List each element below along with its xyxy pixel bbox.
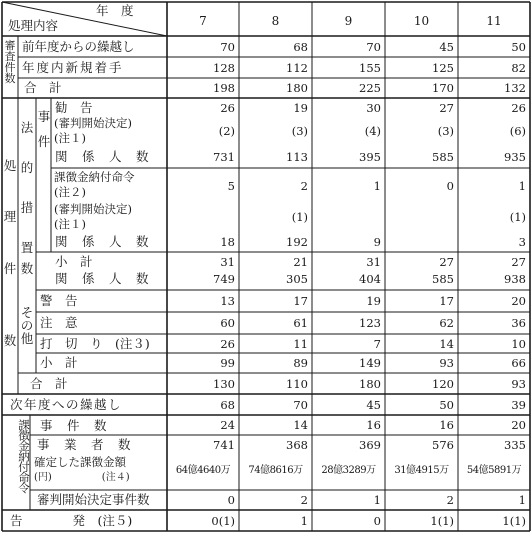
- hoteki-persons-y9: 404: [359, 272, 381, 286]
- hoteki-persons-y11: 938: [504, 272, 526, 286]
- uchikiri-label: 打 切 り (注３): [40, 336, 150, 351]
- year-10: 10: [413, 14, 430, 28]
- kachokin-note-y8: (1): [291, 210, 308, 224]
- meirei-jiken-label: 事 件 数: [40, 418, 108, 433]
- next-carry-label: 次年度への繰越し: [10, 397, 123, 412]
- chui-y7: 60: [220, 316, 235, 330]
- kokuhatsu-y11: 1(1): [502, 514, 526, 528]
- kachokin-y11: 1: [518, 179, 526, 193]
- carry-in-y8: 68: [293, 40, 308, 54]
- meirei-jigyosha-y7: 741: [213, 438, 235, 452]
- shori-kazu-label: 数: [3, 333, 17, 348]
- kachokin-note-label-2: (注１): [54, 217, 86, 231]
- shinsa-total-text: 合 計: [24, 80, 62, 95]
- sonota-subtotal-y10: 93: [439, 356, 454, 370]
- chui-label: [40, 317, 162, 330]
- kankoku-persons-y9: 395: [359, 150, 381, 164]
- hoteki-subtotal-y7: 31: [220, 255, 235, 269]
- keikoku-text: 警 告: [40, 293, 78, 308]
- kankoku-y10: 27: [439, 101, 454, 115]
- year-11: 11: [486, 14, 502, 28]
- kachokin-y10: 0: [446, 179, 454, 193]
- keikoku-y10: 17: [439, 294, 454, 308]
- hoteki-kazu-label: 数: [20, 261, 34, 276]
- next-carry-y7: 68: [220, 398, 235, 412]
- meirei-jigyosha-y10: 576: [432, 438, 454, 452]
- uchikiri-y11: 10: [511, 337, 526, 351]
- meirei-shinpan-y11: 1: [518, 493, 526, 507]
- meirei-amount-y10: 31億4915万: [394, 465, 449, 476]
- shori-total-y10: 120: [432, 377, 454, 391]
- kachokin-y9: 1: [373, 179, 381, 193]
- uchikiri-y7: 26: [220, 337, 235, 351]
- meirei-amount-label-2: (円) (注４): [34, 472, 130, 483]
- meirei-jigyosha-y9: 369: [359, 438, 381, 452]
- kankoku-note-label-2: (注１): [54, 131, 86, 145]
- keikoku-label: [40, 295, 162, 308]
- uchikiri-y9: 7: [373, 337, 381, 351]
- kankoku-y9: 30: [366, 101, 381, 115]
- kankoku-text: 勧 告: [55, 100, 93, 115]
- shinsa-total-y9: 225: [359, 81, 381, 95]
- meirei-shinpan-y9: 1: [373, 493, 381, 507]
- sonota-subtotal-y8: 89: [293, 356, 308, 370]
- kachokin-y8: 2: [300, 179, 308, 193]
- kankoku-y11: 26: [511, 101, 526, 115]
- sonota-subtotal-y11: 66: [511, 356, 526, 370]
- kankoku-note-label-1: (審判開始決定): [54, 116, 132, 130]
- meirei-amount-label-1: 確定した課徴金額: [34, 455, 126, 469]
- meirei-shinpan-y7: 0: [227, 493, 235, 507]
- kachokin-persons-y8: 192: [286, 235, 308, 249]
- shori-total-y7: 130: [213, 377, 235, 391]
- kankoku-y7: 26: [220, 101, 235, 115]
- shinsa-total-y8: 180: [286, 81, 308, 95]
- shori-total-y8: 110: [286, 377, 308, 391]
- kachokin-y7: 5: [227, 179, 235, 193]
- kachokin-label-2: (注２): [54, 185, 86, 199]
- hoteki-persons-y8: 305: [286, 272, 308, 286]
- kankoku-note-y9: (4): [364, 124, 381, 138]
- kankoku-y8: 19: [293, 101, 308, 115]
- hoteki-persons-label: 関 係 人 数: [55, 271, 150, 286]
- carry-in-label: 前年度からの繰越し: [22, 39, 135, 54]
- carry-in-y9: 70: [366, 40, 381, 54]
- new-y11: 82: [511, 61, 526, 75]
- kachokin-meirei-group-text: 課徴金納付命令: [17, 419, 31, 493]
- keikoku-y11: 20: [511, 294, 526, 308]
- keikoku-y8: 17: [293, 294, 308, 308]
- new-y7: 128: [213, 61, 235, 75]
- kachokin-note-y11: (1): [509, 210, 526, 224]
- kankoku-persons-y10: 585: [432, 150, 454, 164]
- kankoku-persons-label: 関 係 人 数: [55, 149, 150, 164]
- hoteki-persons-y7: 749: [213, 272, 235, 286]
- next-carry-y11: 39: [511, 398, 526, 412]
- hoteki-jiken-label: 事件: [37, 109, 51, 149]
- meirei-shinpan-y10: 2: [446, 493, 454, 507]
- shinsa-total-y7: 198: [213, 81, 235, 95]
- hoteki-subtotal-y8: 21: [293, 255, 308, 269]
- meirei-jigyosha-label: 事 業 者 数: [37, 437, 132, 452]
- carry-in-y10: 45: [439, 40, 454, 54]
- chui-y9: 123: [359, 316, 381, 330]
- kankoku-note-y10: (3): [437, 124, 454, 138]
- uchikiri-y8: 11: [293, 337, 308, 351]
- hoteki-subtotal-y11: 27: [511, 255, 526, 269]
- kokuhatsu-label: 告 発 (注５): [10, 513, 133, 528]
- kachokin-persons-y11: 3: [518, 235, 526, 249]
- hoteki-subtotal-text: 小 計: [55, 254, 93, 269]
- new-y9: 155: [359, 61, 381, 75]
- new-label: 年度内新規着手: [22, 60, 124, 75]
- hoteki-persons-y10: 585: [432, 272, 454, 286]
- meirei-jiken-y11: 20: [511, 418, 526, 432]
- shori-total-y9: 180: [359, 377, 381, 391]
- kankoku-persons-y11: 935: [504, 150, 526, 164]
- carry-in-y11: 50: [511, 40, 526, 54]
- chui-text: 注 意: [40, 315, 78, 330]
- sonota-subtotal-y7: 99: [220, 356, 235, 370]
- keikoku-y9: 19: [366, 294, 381, 308]
- meirei-amount-y8: 74億8616万: [248, 465, 303, 476]
- meirei-jigyosha-y8: 368: [286, 438, 308, 452]
- hoteki-group-label: 法的措置: [20, 120, 34, 255]
- year-8: 8: [271, 14, 280, 28]
- kankoku-persons-y7: 731: [213, 150, 235, 164]
- sonota-group-label: その他: [20, 305, 34, 347]
- shori-total-y11: 93: [511, 377, 526, 391]
- kankoku-label: [55, 102, 163, 115]
- kankoku-note-y11: (6): [509, 124, 526, 138]
- shinsa-group-label: 審査件数: [4, 39, 16, 85]
- kachokin-persons-y9: 9: [373, 235, 381, 249]
- kachokin-note-label-1: (審判開始決定): [54, 202, 132, 216]
- hoteki-subtotal-y10: 27: [439, 255, 454, 269]
- kachokin-label-1: 課徴金納付命令: [54, 170, 135, 184]
- kachokin-meirei-group-label: [3, 419, 29, 507]
- hoteki-subtotal-label: [55, 256, 163, 269]
- shinsa-total-y11: 132: [504, 81, 526, 95]
- kachokin-persons-label: 関 係 人 数: [55, 234, 150, 249]
- shinsa-total-y10: 170: [432, 81, 454, 95]
- meirei-shinpan-y8: 2: [300, 493, 308, 507]
- new-y10: 125: [432, 61, 454, 75]
- chui-y10: 62: [439, 316, 454, 330]
- next-carry-y9: 45: [366, 398, 381, 412]
- meirei-shinpan-label: 審判開始決定事件数: [37, 492, 150, 507]
- kokuhatsu-y8: 1: [300, 514, 308, 528]
- next-carry-y10: 50: [439, 398, 454, 412]
- year-9: 9: [344, 14, 353, 28]
- carry-in-y7: 70: [220, 40, 235, 54]
- kankoku-persons-y8: 113: [286, 150, 308, 164]
- kachokin-persons-y7: 18: [220, 235, 235, 249]
- meirei-jiken-y7: 24: [220, 418, 235, 432]
- meirei-amount-y7: 64億4640万: [175, 465, 231, 476]
- kokuhatsu-y9: 0: [373, 514, 381, 528]
- meirei-jiken-y9: 16: [366, 418, 381, 432]
- shori-total-text: 合 計: [30, 376, 68, 391]
- chui-y8: 61: [293, 316, 308, 330]
- sonota-subtotal-label: [40, 357, 162, 370]
- hoteki-subtotal-y9: 31: [366, 255, 381, 269]
- sonota-subtotal-y9: 149: [359, 356, 381, 370]
- meirei-amount-y11: 54億5891万: [466, 465, 522, 476]
- meirei-jiken-y10: 16: [439, 418, 454, 432]
- new-y8: 112: [286, 61, 308, 75]
- kankoku-note-y8: (3): [291, 124, 308, 138]
- next-carry-y8: 70: [293, 398, 308, 412]
- sonota-subtotal-text: 小 計: [40, 355, 78, 370]
- shori-total-label: [30, 378, 162, 391]
- meirei-jigyosha-y11: 335: [504, 438, 526, 452]
- meirei-amount-y9: 28億3289万: [321, 465, 376, 476]
- year-column-label: 年 度: [96, 3, 134, 18]
- uchikiri-y10: 14: [439, 337, 454, 351]
- year-7: 7: [199, 14, 207, 28]
- meirei-jiken-y8: 14: [293, 418, 308, 432]
- shori-group-label: 処理件: [3, 158, 17, 276]
- kokuhatsu-y10: 1(1): [430, 514, 454, 528]
- kokuhatsu-y7: 0(1): [211, 514, 235, 528]
- content-row-label: 処理内容: [8, 18, 59, 33]
- keikoku-y7: 13: [220, 294, 235, 308]
- kankoku-note-y7: (2): [218, 124, 235, 138]
- shinsa-total-label: [24, 82, 162, 95]
- chui-y11: 36: [511, 316, 526, 330]
